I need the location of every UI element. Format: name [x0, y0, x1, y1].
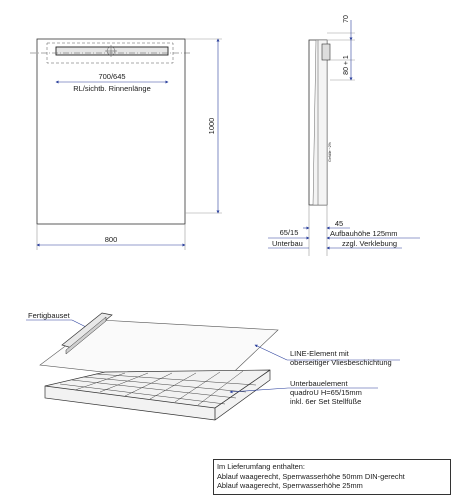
line-element-label-2: oberseitiger Vliesbeschichtung [290, 358, 392, 367]
scope-line-2: Ablauf waagerecht, Sperrwasserhöhe 25mm [217, 481, 363, 491]
installation-height-label: Aufbauhöhe 125mm [330, 229, 398, 238]
unterbauelement-label-1: Unterbauelement [290, 379, 348, 388]
length-label: 1000 [207, 117, 216, 135]
side-view [268, 15, 420, 256]
top-dimension-label: 70 [343, 15, 350, 23]
adjust-dimension-label: 80 + 1 [343, 55, 350, 75]
verklebung-label: zzgl. Verklebung [342, 239, 398, 248]
line-element-label [290, 349, 392, 367]
dim-65-15-label: 65/15 [279, 228, 299, 237]
exploded-view [26, 311, 400, 420]
unterbau-label: Unterbau [272, 239, 303, 248]
unterbauelement-label [290, 379, 364, 406]
scope-of-delivery-box [213, 459, 451, 495]
fertigbauset-label: Fertigbauset [28, 311, 70, 320]
channel-width-label: 700/645 [98, 72, 126, 81]
scope-line-1: Ablauf waagerecht, Sperrwasserhöhe 50mm DIN-gerecht [217, 471, 405, 481]
line-element-label-1: LINE-Element mit [290, 349, 349, 358]
unterbauelement-label-2: quadroU H=65/15mm [290, 388, 362, 397]
channel-caption: RL/sichtb. Rinnenlänge [73, 84, 151, 93]
dim-45-label: 45 [334, 219, 344, 228]
scope-title: Im Lieferumfang enthalten: [217, 462, 305, 471]
tray-outline [37, 39, 185, 224]
top-view [30, 39, 222, 250]
unterbauelement-label-3: inkl. 6er Set Stellfüße [290, 397, 362, 406]
width-label: 800 [104, 235, 118, 244]
slope-label: Gefälle ~2% [328, 142, 332, 162]
channel-section [322, 44, 330, 60]
